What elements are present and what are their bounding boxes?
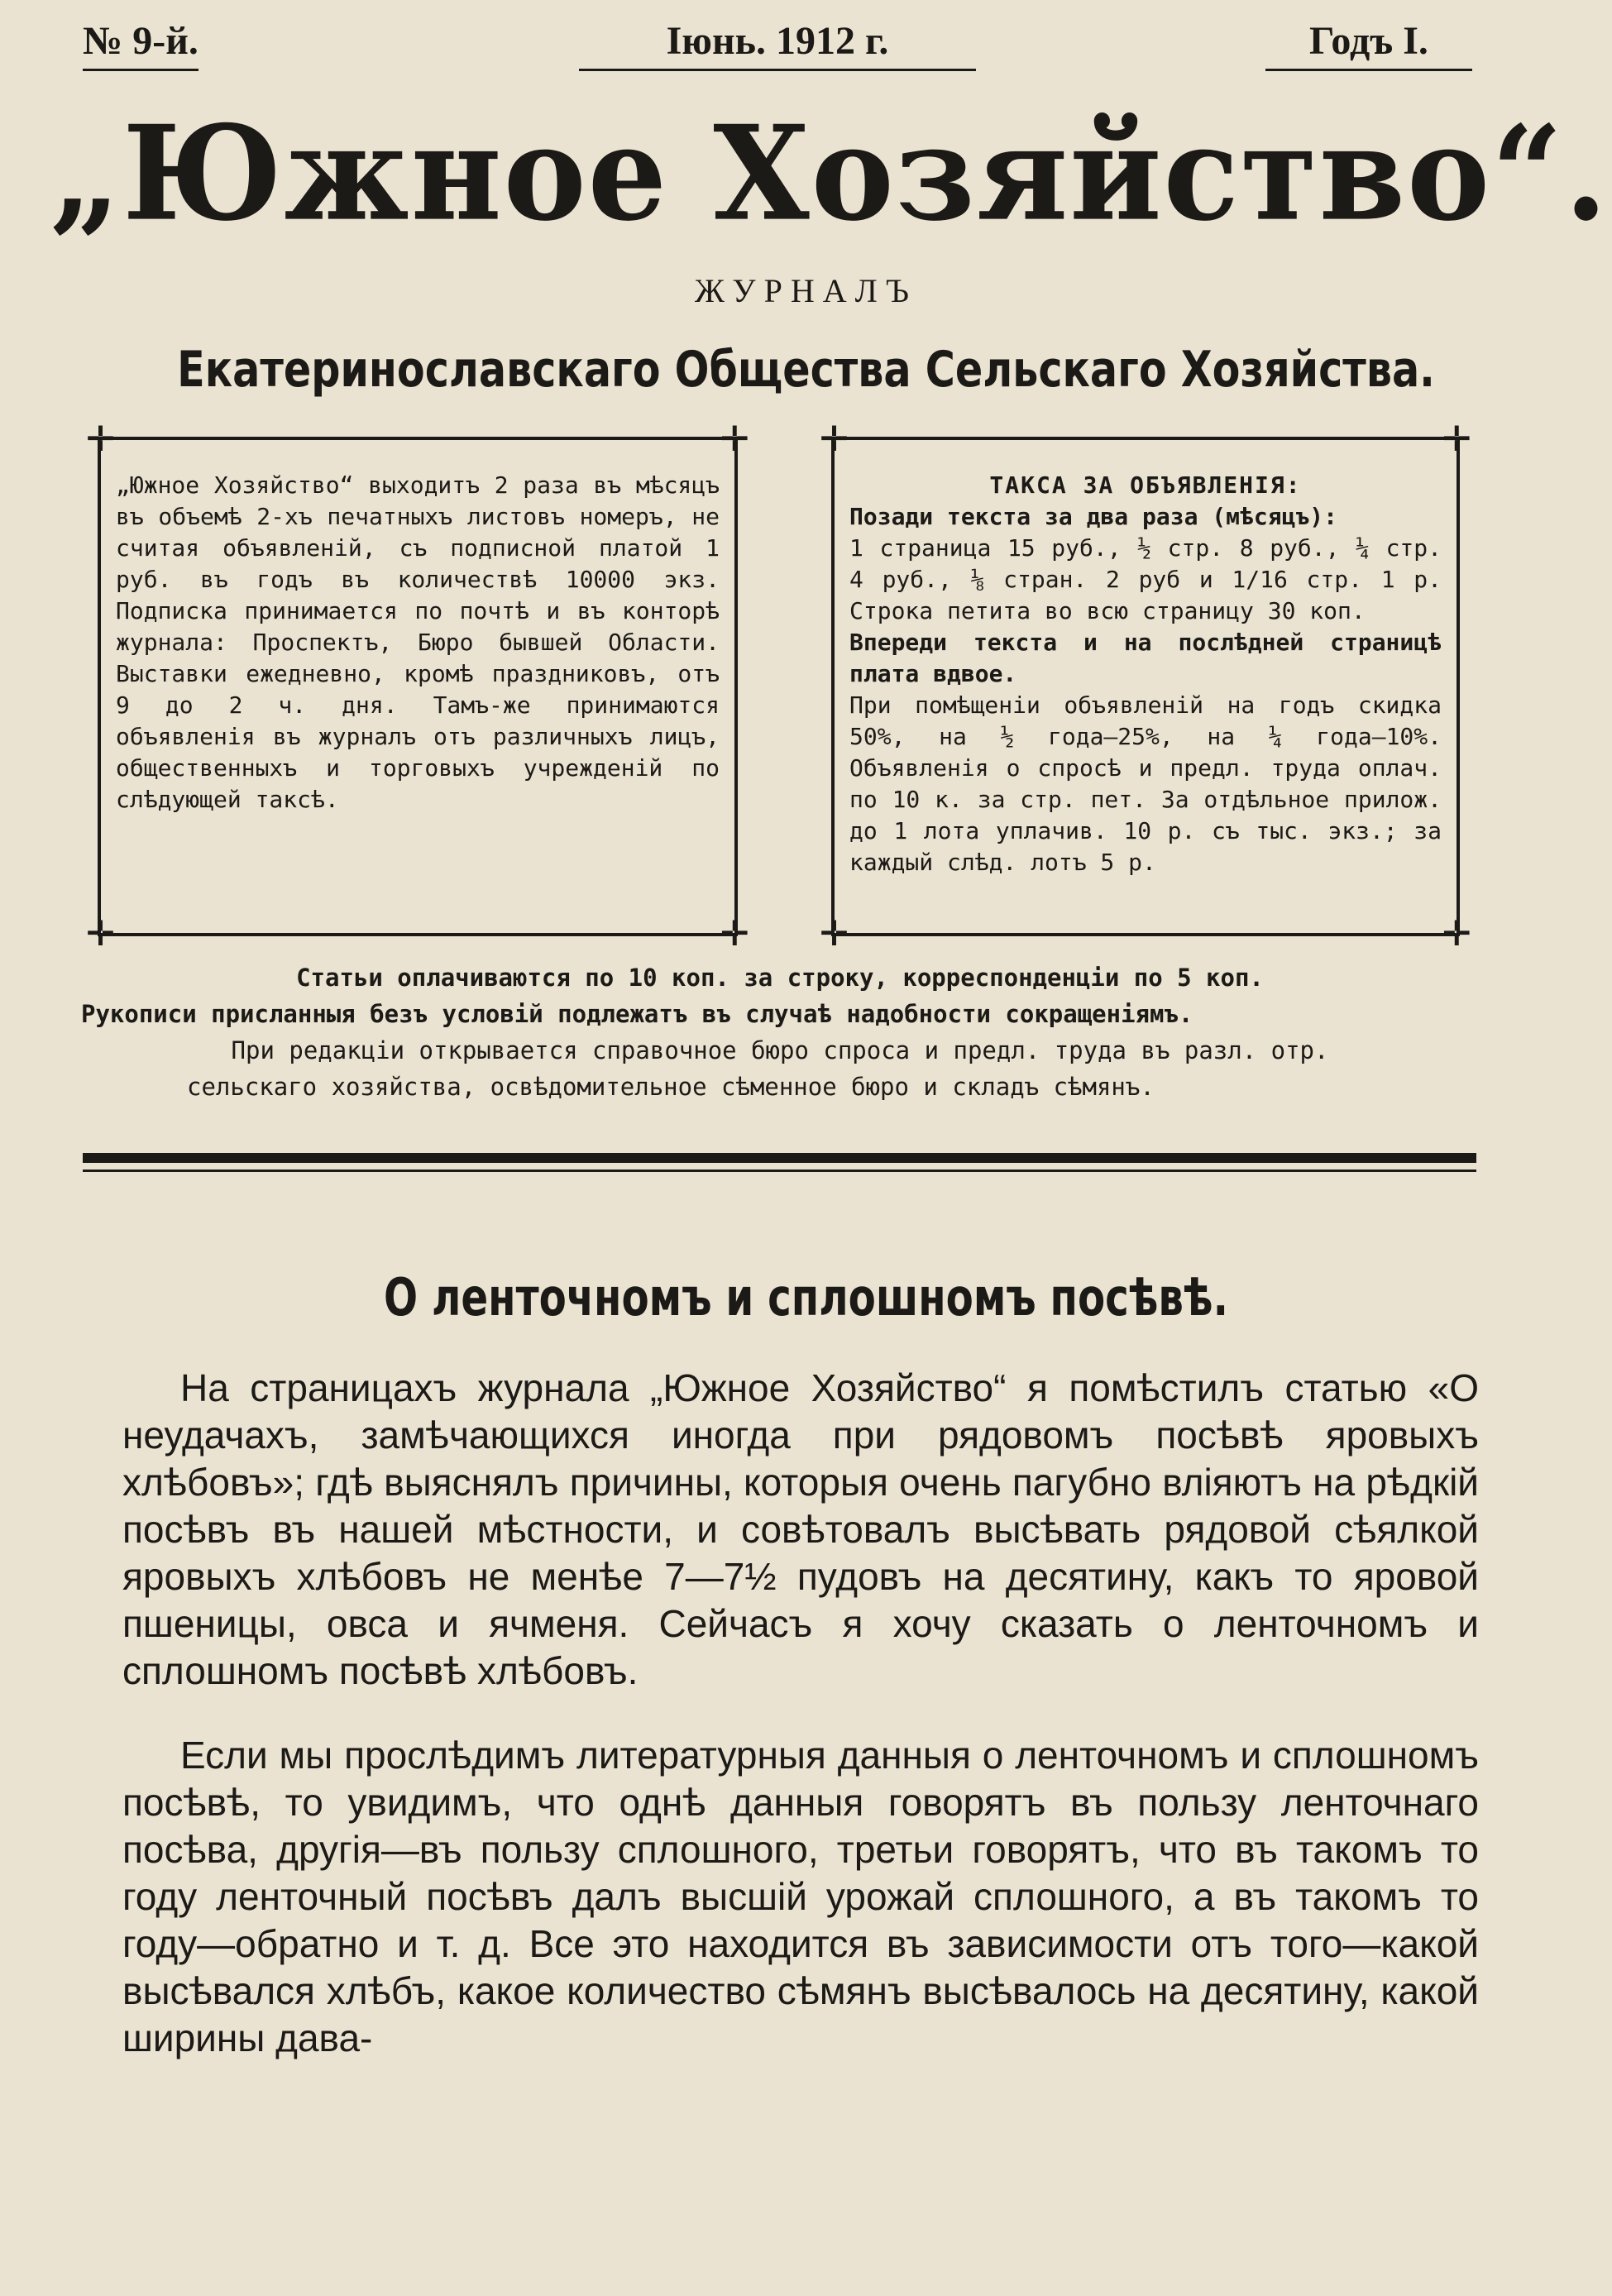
subscription-info-box xyxy=(86,419,749,954)
bureau-note-line-2: сельскаго хозяйства, освѣдомительное сѣменное бюро и складъ сѣмянъ. xyxy=(187,1073,1155,1101)
article-title: О ленточномъ и сплошномъ посѣвѣ. xyxy=(384,1267,1228,1327)
divider-rule xyxy=(83,1153,1476,1163)
rates-heading: ТАКСА ЗА ОБЪЯВЛЕНІЯ: xyxy=(989,471,1302,499)
issue-date: Іюнь. 1912 г. xyxy=(579,18,976,71)
journal-label: ЖУРНАЛЪ xyxy=(695,272,917,309)
article-body xyxy=(122,1365,1479,2099)
issue-year: Годъ I. xyxy=(1265,18,1472,71)
society-name: Екатеринославскаго Общества Сельскаго Хозяйства. xyxy=(177,341,1435,399)
subscription-text: „Южное Хозяйство“ выходитъ 2 раза въ мѣсяцъ въ объемѣ 2-хъ печатныхъ листовъ номеръ, не считая объявленій, съ подписной платой 1 руб. въ годъ въ количествѣ 10000 экз. Подписка принимается по почтѣ и въ конторѣ журнала: Проспектъ, Бюро бывшей Области. Выставки ежедневно, кромѣ праздниковъ, отъ 9 до 2 ч. дня. Тамъ-же принимаются объявленія въ журналъ отъ различныхъ лицъ, общественныхъ и торговыхъ учрежденій по слѣдующей таксѣ. xyxy=(116,471,720,813)
corner-ornament-icon: ✛ xyxy=(86,419,116,459)
rates-line: При помѣщеніи объявленій на годъ скидка 50%, на ½ года—25%, на ¼ года—10%. Объявленія о спросѣ и предл. труда оплач. по 10 к. за стр. пет. За отдѣльное прилож. до 1 лота уплачив. 10 р. съ тыс. экз.; за каждый слѣд. лотъ 5 р. xyxy=(849,691,1442,876)
rates-line: 1 страница 15 руб., ½ стр. 8 руб., ¼ стр. 4 руб., ⅛ стран. 2 руб и 1/16 стр. 1 р. Строка петита во всю страницу 30 коп. xyxy=(849,534,1442,624)
divider-rule-thin xyxy=(83,1170,1476,1172)
issue-number: № 9-й. xyxy=(83,18,199,71)
corner-ornament-icon: ✛ xyxy=(720,913,749,954)
rates-line: Впереди текста и на послѣдней страницѣ плата вдвое. xyxy=(849,629,1442,687)
rates-line: Позади текста за два раза (мѣсяцъ): xyxy=(849,503,1338,530)
corner-ornament-icon: ✛ xyxy=(720,419,749,459)
corner-ornament-icon: ✛ xyxy=(820,419,849,459)
article-paragraph: Если мы прослѣдимъ литературныя данныя о ленточномъ и сплошномъ посѣвѣ, то увидимъ, что однѣ данныя говорятъ въ пользу ленточнаго посѣва, другія—въ пользу сплошного, третьи говорятъ, что въ такомъ то году ленточный посѣвъ далъ высшій урожай сплошного, а въ такомъ то году—обратно и т. д. Все это находится въ зависимости отъ того—какой высѣвался хлѣбъ, какое количество сѣмянъ высѣвалось на десятину, какой ширины дава- xyxy=(122,1734,1479,2059)
bureau-note-line-1: При редакціи открывается справочное бюро спроса и предл. труда въ разл. отр. xyxy=(231,1036,1329,1064)
corner-ornament-icon: ✛ xyxy=(1442,913,1471,954)
manuscripts-note: Рукописи присланныя безъ условій подлежатъ въ случаѣ надобности сокращеніямъ. xyxy=(81,1000,1193,1028)
advertising-rates-box xyxy=(820,419,1471,954)
article-paragraph: На страницахъ журнала „Южное Хозяйство“ я помѣстилъ статью «О неудачахъ, замѣчающихся иногда при рядовомъ посѣвѣ яровыхъ хлѣбовъ»; гдѣ выяснялъ причины, которыя очень пагубно вліяютъ на рѣдкій посѣвъ въ нашей мѣстности, и совѣтовалъ высѣвать рядовой сѣялкой яровыхъ хлѣбовъ не менѣе 7—7½ пудовъ на десятину, какъ то яровой пшеницы, овса и ячменя. Сейчасъ я хочу сказать о ленточномъ и сплошномъ посѣвѣ хлѣбовъ. xyxy=(122,1366,1479,1692)
corner-ornament-icon: ✛ xyxy=(1442,419,1471,459)
corner-ornament-icon: ✛ xyxy=(86,913,116,954)
corner-ornament-icon: ✛ xyxy=(820,913,849,954)
fees-note: Статьи оплачиваются по 10 коп. за строку, корреспонденціи по 5 коп. xyxy=(296,964,1264,992)
editorial-notes xyxy=(81,961,1479,1107)
masthead-title: „Южное Хозяйство“. xyxy=(50,97,1610,251)
